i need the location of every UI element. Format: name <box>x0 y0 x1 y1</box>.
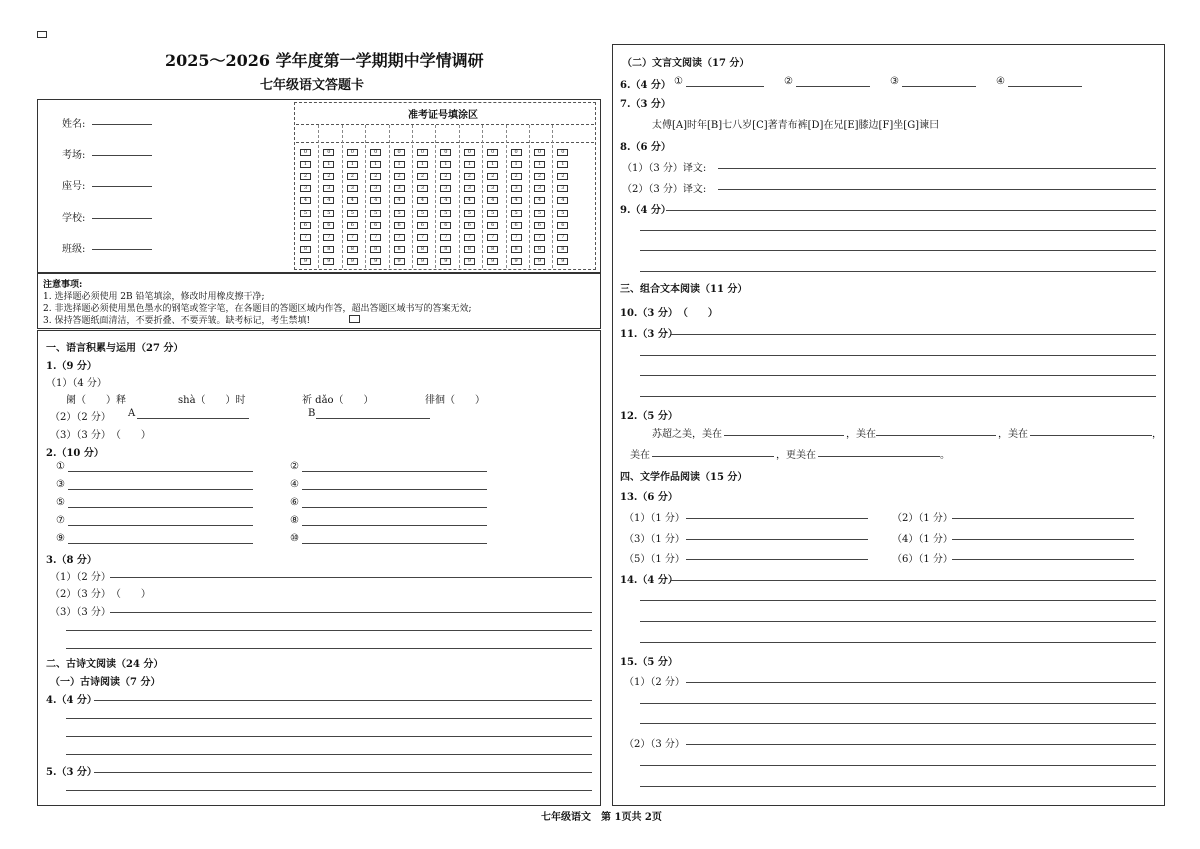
q11-label: 11.（3 分） <box>620 329 678 340</box>
q1-label: 1.（9 分） <box>46 361 97 372</box>
exam-id-bubble[interactable]: 6 <box>300 222 311 229</box>
exam-id-bubble[interactable]: 8 <box>323 246 334 253</box>
exam-id-bubble[interactable]: 7 <box>370 234 381 241</box>
q2-answer-line[interactable] <box>302 543 487 544</box>
field-name-label: 姓名: <box>62 119 86 130</box>
exam-id-bubble[interactable]: 6 <box>370 222 381 229</box>
exam-id-bubble[interactable]: 5 <box>394 210 405 217</box>
exam-id-bubble[interactable]: 3 <box>323 185 334 192</box>
exam-id-bubble[interactable]: 4 <box>440 197 451 204</box>
exam-id-bubble[interactable]: 3 <box>487 185 498 192</box>
q10-label: 10.（3 分） （ ） <box>620 308 718 319</box>
q12-line-2[interactable] <box>876 435 996 436</box>
exam-id-bubble[interactable]: 1 <box>440 161 451 168</box>
exam-id-bubble[interactable]: 3 <box>534 185 545 192</box>
field-class-label: 班级: <box>62 244 86 255</box>
q6-mark-1: ① <box>674 76 683 87</box>
exam-id-bubble[interactable]: 5 <box>300 210 311 217</box>
q6-line-1[interactable] <box>686 86 764 87</box>
exam-id-column-divider <box>318 125 319 268</box>
exam-id-bubble[interactable]: 5 <box>487 210 498 217</box>
exam-id-bubble[interactable]: 8 <box>347 246 358 253</box>
q13-line-1[interactable] <box>686 518 868 519</box>
q13-item-1: （1）（1 分） <box>624 513 685 524</box>
exam-id-bubble[interactable]: 9 <box>557 258 568 265</box>
q2-answer-line[interactable] <box>302 507 487 508</box>
exam-id-bubble[interactable]: 0 <box>534 149 545 156</box>
exam-id-bubble[interactable]: 8 <box>534 246 545 253</box>
field-seat-label: 座号: <box>62 181 86 192</box>
q4-label: 4.（4 分） <box>46 695 97 706</box>
q15-1-line-2[interactable] <box>640 703 1156 704</box>
q13-item-5: （5）（1 分） <box>624 554 685 565</box>
q12-text-b: ，美在 <box>846 429 876 440</box>
field-school-label: 学校: <box>62 213 86 224</box>
q12-text-e: ，更美在 <box>776 450 816 461</box>
exam-id-bubble[interactable]: 5 <box>534 210 545 217</box>
q12-line-5[interactable] <box>818 456 940 457</box>
q1-1-item-3: 祈 dǎo（ ） <box>302 395 374 406</box>
q6-line-3[interactable] <box>902 86 976 87</box>
exam-id-bubble[interactable]: 2 <box>370 173 381 180</box>
exam-id-bubble[interactable]: 1 <box>557 161 568 168</box>
exam-id-column-divider <box>365 125 366 268</box>
q6-line-4[interactable] <box>1008 86 1082 87</box>
q11-line-2[interactable] <box>640 355 1156 356</box>
exam-id-bubble[interactable]: 6 <box>440 222 451 229</box>
q13-line-5[interactable] <box>686 559 868 560</box>
field-seat-line[interactable] <box>92 186 152 187</box>
q2-answer-line[interactable] <box>68 525 253 526</box>
exam-id-bubble[interactable]: 0 <box>557 149 568 156</box>
q3-1-line[interactable] <box>110 577 592 578</box>
exam-id-bubble[interactable]: 8 <box>440 246 451 253</box>
exam-id-bubble[interactable]: 7 <box>511 234 522 241</box>
subsection-2-title: （二）文言文阅读（17 分） <box>622 58 750 69</box>
q9-line-3[interactable] <box>640 250 1156 251</box>
subsection-1-title: （一）古诗阅读（7 分） <box>50 677 161 688</box>
exam-id-write-line <box>296 142 594 143</box>
q7-text: 太傅[A]时年[B]七八岁[C]著青布裤[D]在兄[E]膝边[F]坐[G]谏曰 <box>652 120 940 131</box>
notes-item-3: 3. 保持答题纸面清洁，不要折叠、不要弄皱。缺考标记，考生禁填! <box>43 316 311 326</box>
q15-2-line-2[interactable] <box>640 765 1156 766</box>
q13-line-2[interactable] <box>952 518 1134 519</box>
q4-line-2[interactable] <box>66 718 592 719</box>
q2-answer-line[interactable] <box>302 471 487 472</box>
q2-mark: ④ <box>290 479 299 490</box>
exam-id-bubble[interactable]: 5 <box>347 210 358 217</box>
exam-id-bubble[interactable]: 3 <box>440 185 451 192</box>
exam-id-bubble[interactable]: 5 <box>370 210 381 217</box>
exam-id-column-divider <box>506 125 507 268</box>
exam-id-bubble[interactable]: 8 <box>511 246 522 253</box>
exam-id-bubble[interactable]: 0 <box>511 149 522 156</box>
exam-id-bubble[interactable]: 7 <box>394 234 405 241</box>
q12-text-c: ，美在 <box>998 429 1028 440</box>
exam-id-bubble[interactable]: 2 <box>534 173 545 180</box>
q15-2-label: （2）（3 分） <box>624 739 685 750</box>
q1-3-label: （3）（3 分） （ ） <box>50 430 151 441</box>
q2-mark: ③ <box>56 479 65 490</box>
q11-line-1[interactable] <box>670 334 1156 335</box>
q8-label: 8.（6 分） <box>620 142 671 153</box>
field-room-line[interactable] <box>92 155 152 156</box>
exam-id-bubble[interactable]: 5 <box>464 210 475 217</box>
notes-title: 注意事项: <box>43 280 83 290</box>
q5-line-2[interactable] <box>66 790 592 791</box>
exam-id-bubble[interactable]: 5 <box>323 210 334 217</box>
exam-id-bubble[interactable]: 1 <box>370 161 381 168</box>
q3-3-label: （3）（3 分） <box>50 607 111 618</box>
q9-label: 9.（4 分） <box>620 205 671 216</box>
q2-mark: ① <box>56 461 65 472</box>
q7-label: 7.（3 分） <box>620 99 671 110</box>
q3-3-line-1[interactable] <box>110 612 592 613</box>
q6-mark-2: ② <box>784 76 793 87</box>
exam-id-column-divider <box>435 125 436 268</box>
exam-id-bubble[interactable]: 0 <box>370 149 381 156</box>
exam-id-bubble[interactable]: 6 <box>487 222 498 229</box>
q2-answer-line[interactable] <box>68 471 253 472</box>
q4-line-4[interactable] <box>66 754 592 755</box>
exam-id-bubble[interactable]: 0 <box>300 149 311 156</box>
field-room-label: 考场: <box>62 150 86 161</box>
q1-2-b-line[interactable] <box>316 418 430 419</box>
exam-id-bubble[interactable]: 0 <box>347 149 358 156</box>
q14-line-4[interactable] <box>640 642 1156 643</box>
q12-line-1[interactable] <box>724 435 844 436</box>
exam-id-bubble[interactable]: 5 <box>557 210 568 217</box>
exam-id-bubble[interactable]: 2 <box>511 173 522 180</box>
exam-id-bubble[interactable]: 2 <box>300 173 311 180</box>
exam-id-bubble[interactable]: 4 <box>557 197 568 204</box>
exam-id-bubble[interactable]: 6 <box>394 222 405 229</box>
exam-id-bubble[interactable]: 9 <box>511 258 522 265</box>
exam-id-bubble[interactable]: 3 <box>300 185 311 192</box>
exam-id-bubble[interactable]: 7 <box>440 234 451 241</box>
exam-id-bubble[interactable]: 2 <box>487 173 498 180</box>
q12-line-3[interactable] <box>1030 435 1152 436</box>
exam-id-bubble[interactable]: 9 <box>464 258 475 265</box>
corner-marker <box>37 31 47 38</box>
q1-2-b: B <box>308 408 316 419</box>
exam-id-bubble[interactable]: 6 <box>534 222 545 229</box>
q3-2-label: （2）（3 分） （ ） <box>50 589 151 600</box>
field-school-line[interactable] <box>92 218 152 219</box>
q14-line-3[interactable] <box>640 621 1156 622</box>
q1-1-label: （1）（4 分） <box>46 378 107 389</box>
q14-line-2[interactable] <box>640 600 1156 601</box>
q2-answer-line[interactable] <box>68 489 253 490</box>
exam-id-bubble[interactable]: 7 <box>487 234 498 241</box>
exam-id-bubble[interactable]: 4 <box>534 197 545 204</box>
exam-id-bubble[interactable]: 2 <box>464 173 475 180</box>
q2-mark: ⑨ <box>56 533 65 544</box>
exam-id-bubble[interactable]: 6 <box>417 222 428 229</box>
exam-id-bubble[interactable]: 1 <box>464 161 475 168</box>
exam-id-bubble[interactable]: 9 <box>417 258 428 265</box>
q6-line-2[interactable] <box>796 86 870 87</box>
q2-answer-line[interactable] <box>302 525 487 526</box>
q12-label: 12.（5 分） <box>620 411 678 422</box>
q11-line-3[interactable] <box>640 375 1156 376</box>
exam-id-bubble[interactable]: 7 <box>534 234 545 241</box>
q12-period: 。 <box>940 450 950 461</box>
field-class-line[interactable] <box>92 249 152 250</box>
exam-id-bubble[interactable]: 1 <box>394 161 405 168</box>
exam-id-header-line <box>296 124 594 125</box>
q6-mark-3: ③ <box>890 76 899 87</box>
q8-2-label: （2）（3 分）译文: <box>622 184 707 195</box>
exam-id-bubble[interactable]: 8 <box>487 246 498 253</box>
exam-id-bubble[interactable]: 3 <box>464 185 475 192</box>
q2-answer-line[interactable] <box>302 489 487 490</box>
q9-line-4[interactable] <box>640 271 1156 272</box>
field-name-line[interactable] <box>92 124 152 125</box>
section-4-title: 四、文学作品阅读（15 分） <box>620 472 748 483</box>
exam-id-bubble[interactable]: 8 <box>300 246 311 253</box>
q3-label: 3.（8 分） <box>46 555 97 566</box>
q13-label: 13.（6 分） <box>620 492 678 503</box>
q12-text-a: 苏超之美，美在 <box>652 429 722 440</box>
q2-mark: ⑦ <box>56 515 65 526</box>
exam-id-bubble[interactable]: 5 <box>440 210 451 217</box>
exam-id-bubble[interactable]: 7 <box>417 234 428 241</box>
exam-id-bubble[interactable]: 2 <box>323 173 334 180</box>
q4-line-1[interactable] <box>94 700 592 701</box>
exam-id-bubble[interactable]: 1 <box>534 161 545 168</box>
section-1-title: 一、语言积累与运用（27 分） <box>46 343 184 354</box>
exam-id-bubble[interactable]: 8 <box>464 246 475 253</box>
q15-label: 15.（5 分） <box>620 657 678 668</box>
exam-id-bubble[interactable]: 0 <box>464 149 475 156</box>
exam-id-bubble[interactable]: 0 <box>487 149 498 156</box>
section-2-title: 二、古诗文阅读（24 分） <box>46 659 164 670</box>
q2-answer-line[interactable] <box>68 507 253 508</box>
exam-id-bubble[interactable]: 1 <box>487 161 498 168</box>
q4-line-3[interactable] <box>66 736 592 737</box>
exam-id-bubble[interactable]: 5 <box>417 210 428 217</box>
page-subtitle: 七年级语文答题卡 <box>260 78 365 93</box>
exam-id-bubble[interactable]: 2 <box>394 173 405 180</box>
q12-text-d: 美在 <box>630 450 650 461</box>
q1-2-label: （2）（2 分） <box>50 412 111 423</box>
notes-item-1: 1. 选择题必须使用 2B 铅笔填涂，修改时用橡皮擦干净; <box>43 292 265 302</box>
exam-id-bubble[interactable]: 8 <box>394 246 405 253</box>
exam-id-bubble[interactable]: 3 <box>347 185 358 192</box>
q14-label: 14.（4 分） <box>620 575 678 586</box>
q15-1-line-3[interactable] <box>640 723 1156 724</box>
exam-id-column-divider <box>412 125 413 268</box>
exam-id-bubble[interactable]: 2 <box>440 173 451 180</box>
exam-id-bubble[interactable]: 8 <box>557 246 568 253</box>
exam-id-bubble[interactable]: 7 <box>300 234 311 241</box>
q12-comma: ， <box>1152 429 1162 440</box>
q15-1-line-1[interactable] <box>686 682 1156 683</box>
q1-1-item-2: shà（ ）时 <box>178 395 246 406</box>
exam-id-bubble[interactable]: 4 <box>323 197 334 204</box>
page-footer: 七年级语文 第 1页共 2页 <box>541 812 662 823</box>
exam-id-bubble[interactable]: 0 <box>417 149 428 156</box>
exam-id-bubble[interactable]: 4 <box>347 197 358 204</box>
q2-label: 2.（10 分） <box>46 448 104 459</box>
q14-line-1[interactable] <box>670 580 1156 581</box>
exam-id-column-divider <box>342 125 343 268</box>
exam-id-bubble[interactable]: 9 <box>323 258 334 265</box>
exam-id-bubble[interactable]: 6 <box>557 222 568 229</box>
exam-id-bubble[interactable]: 3 <box>394 185 405 192</box>
notes-item-2: 2. 非选择题必须使用黑色墨水的钢笔或签字笔，在各题目的答题区域内作答，超出答题区域书写的答案无效; <box>43 304 472 314</box>
exam-id-bubble[interactable]: 3 <box>557 185 568 192</box>
q8-1-label: （1）（3 分）译文: <box>622 163 707 174</box>
exam-id-bubble[interactable]: 4 <box>300 197 311 204</box>
q13-line-6[interactable] <box>952 559 1134 560</box>
exam-id-bubble[interactable]: 9 <box>440 258 451 265</box>
exam-id-bubble[interactable]: 8 <box>370 246 381 253</box>
exam-id-bubble[interactable]: 3 <box>370 185 381 192</box>
q15-2-line-1[interactable] <box>686 744 1156 745</box>
exam-id-bubble[interactable]: 9 <box>394 258 405 265</box>
exam-id-column-divider <box>389 125 390 268</box>
exam-id-bubble[interactable]: 4 <box>464 197 475 204</box>
exam-id-bubble[interactable]: 6 <box>511 222 522 229</box>
exam-id-bubble[interactable]: 7 <box>323 234 334 241</box>
section-3-title: 三、组合文本阅读（11 分） <box>620 284 748 295</box>
q1-1-item-1: 阑（ ）释 <box>66 395 126 406</box>
exam-id-bubble[interactable]: 7 <box>464 234 475 241</box>
exam-id-bubble[interactable]: 9 <box>347 258 358 265</box>
q5-line-1[interactable] <box>94 772 592 773</box>
exam-id-bubble[interactable]: 1 <box>417 161 428 168</box>
q13-line-4[interactable] <box>952 539 1134 540</box>
exam-id-bubble[interactable]: 1 <box>323 161 334 168</box>
exam-id-bubble[interactable]: 3 <box>511 185 522 192</box>
exam-id-bubble[interactable]: 1 <box>347 161 358 168</box>
exam-id-column-divider <box>459 125 460 268</box>
q1-1-item-4: 徘徊（ ） <box>425 395 485 406</box>
exam-id-bubble[interactable]: 1 <box>300 161 311 168</box>
exam-id-column-divider <box>482 125 483 268</box>
exam-id-bubble[interactable]: 4 <box>394 197 405 204</box>
exam-id-bubble[interactable]: 6 <box>323 222 334 229</box>
exam-id-bubble[interactable]: 6 <box>464 222 475 229</box>
q2-mark: ⑥ <box>290 497 299 508</box>
q13-item-4: （4）（1 分） <box>892 534 953 545</box>
q2-mark: ⑤ <box>56 497 65 508</box>
q9-line-2[interactable] <box>640 230 1156 231</box>
q3-3-line-3[interactable] <box>66 648 592 649</box>
q1-2-a-line[interactable] <box>137 418 249 419</box>
exam-id-bubble[interactable]: 8 <box>417 246 428 253</box>
exam-id-bubble[interactable]: 9 <box>534 258 545 265</box>
exam-id-column-divider <box>529 125 530 268</box>
exam-id-title: 准考证号填涂区 <box>408 110 478 121</box>
exam-id-bubble[interactable]: 4 <box>370 197 381 204</box>
exam-id-bubble[interactable]: 7 <box>347 234 358 241</box>
q15-2-line-3[interactable] <box>640 786 1156 787</box>
exam-id-bubble[interactable]: 2 <box>417 173 428 180</box>
exam-id-bubble[interactable]: 6 <box>347 222 358 229</box>
q9-line-1[interactable] <box>666 210 1156 211</box>
exam-id-bubble[interactable]: 2 <box>347 173 358 180</box>
q2-mark: ⑧ <box>290 515 299 526</box>
q3-3-line-2[interactable] <box>66 630 592 631</box>
exam-id-bubble[interactable]: 0 <box>323 149 334 156</box>
q5-label: 5.（3 分） <box>46 767 97 778</box>
q1-2-a: A <box>128 408 136 419</box>
absent-mark-box[interactable] <box>349 315 360 323</box>
q15-1-label: （1）（2 分） <box>624 677 685 688</box>
exam-id-bubble[interactable]: 0 <box>440 149 451 156</box>
q6-label: 6.（4 分） <box>620 80 671 91</box>
exam-id-bubble[interactable]: 9 <box>487 258 498 265</box>
page-title: 2025～2026 学年度第一学期期中学情调研 <box>165 51 484 70</box>
q13-line-3[interactable] <box>686 539 868 540</box>
exam-id-column-divider <box>552 125 553 268</box>
q13-item-2: （2）（1 分） <box>892 513 953 524</box>
exam-id-bubble[interactable]: 5 <box>511 210 522 217</box>
exam-id-bubble[interactable]: 4 <box>417 197 428 204</box>
q6-mark-4: ④ <box>996 76 1005 87</box>
exam-id-bubble[interactable]: 9 <box>300 258 311 265</box>
q11-line-4[interactable] <box>640 396 1156 397</box>
q2-answer-line[interactable] <box>68 543 253 544</box>
q3-1-label: （1）（2 分） <box>50 572 111 583</box>
exam-id-bubble[interactable]: 4 <box>511 197 522 204</box>
q8-2-line[interactable] <box>718 189 1156 190</box>
q13-item-3: （3）（1 分） <box>624 534 685 545</box>
exam-id-bubble[interactable]: 9 <box>370 258 381 265</box>
q8-1-line[interactable] <box>718 168 1156 169</box>
exam-id-bubble[interactable]: 7 <box>557 234 568 241</box>
exam-id-bubble[interactable]: 1 <box>511 161 522 168</box>
exam-id-bubble[interactable]: 4 <box>487 197 498 204</box>
exam-id-bubble[interactable]: 2 <box>557 173 568 180</box>
q2-mark: ② <box>290 461 299 472</box>
q13-item-6: （6）（1 分） <box>892 554 953 565</box>
exam-id-bubble[interactable]: 0 <box>394 149 405 156</box>
exam-id-bubble[interactable]: 3 <box>417 185 428 192</box>
q12-line-4[interactable] <box>652 456 774 457</box>
q2-mark: ⑩ <box>290 533 299 544</box>
